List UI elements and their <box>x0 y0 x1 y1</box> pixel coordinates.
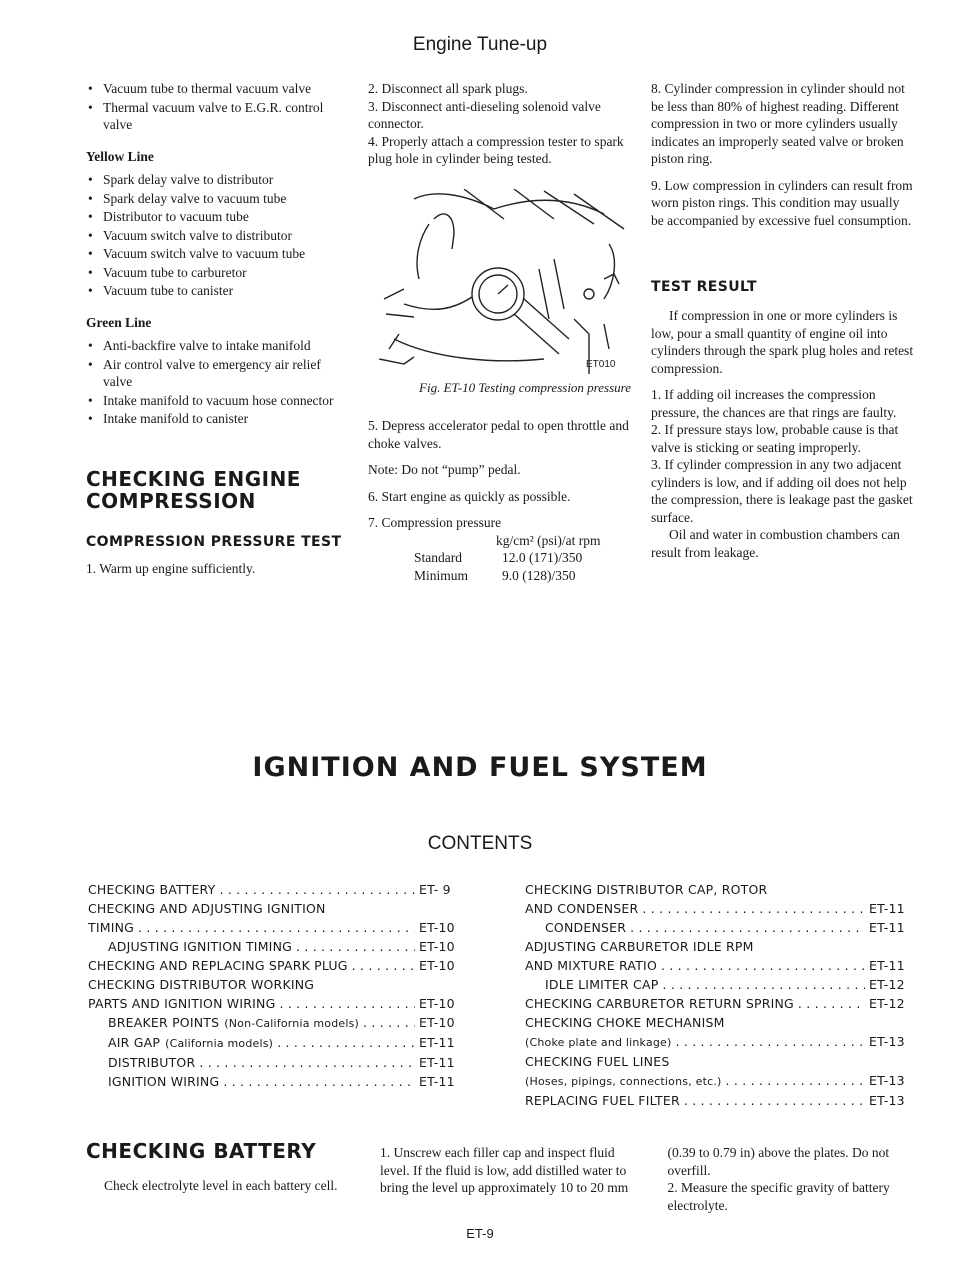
toc-page-number: ET-11 <box>419 1035 455 1050</box>
figure-code: ET010 <box>586 358 616 370</box>
page-number: ET-9 <box>466 1226 494 1241</box>
compression-pressure-test-heading: COMPRESSION PRESSURE TEST <box>86 533 342 550</box>
toc-entry-label <box>88 880 215 899</box>
note: Note: Do not “pump” pedal. <box>368 462 521 477</box>
toc-page-number: ET-10 <box>419 958 455 973</box>
page-header: Engine Tune-up <box>412 34 548 55</box>
toc-leader-dots <box>726 1071 865 1090</box>
yellow-line-heading: Yellow Line <box>86 148 154 164</box>
toc-entry-text: CHECKING DISTRIBUTOR CAP, ROTOR <box>525 882 768 897</box>
figure-caption: Fig. ET-10 Testing compression pressure <box>419 380 631 395</box>
toc-entry-note: (California models) <box>165 1037 274 1050</box>
toc-leader-dots <box>199 1053 415 1072</box>
toc-entry-label <box>108 1072 219 1091</box>
test-result-heading: TEST RESULT <box>651 279 757 295</box>
toc-leader-dots <box>277 1033 415 1052</box>
toc-entry[interactable] <box>525 975 923 994</box>
yellow-line-item: • Spark delay valve to distributor <box>86 171 348 189</box>
toc-page-number: ET- 9 <box>419 882 451 897</box>
vacuum-tube-item: • Thermal vacuum valve to E.G.R. control valve <box>86 99 348 134</box>
step-5: 5. Depress accelerator pedal to open throttle and choke valves. <box>368 418 629 451</box>
toc-entry[interactable] <box>88 880 473 899</box>
toc-leader-dots <box>352 956 415 975</box>
toc-entry-text: PARTS AND IGNITION WIRING <box>88 996 276 1011</box>
toc-entry-label <box>525 1013 725 1032</box>
spec-name: Minimum <box>414 567 469 583</box>
green-line-heading: Green Line <box>86 314 152 330</box>
step-1: 1. Warm up engine sufficiently. <box>86 560 256 576</box>
toc-entry-text: IGNITION WIRING <box>108 1074 220 1089</box>
toc-entry-text: AND MIXTURE RATIO <box>525 958 657 973</box>
toc-entry-text: CHECKING CARBURETOR RETURN SPRING <box>525 996 794 1011</box>
green-line-item: • Intake manifold to canister <box>86 410 348 428</box>
toc-page-number: ET-12 <box>869 977 905 992</box>
toc-leader-dots <box>363 1013 415 1032</box>
toc-leader-dots <box>661 956 865 975</box>
toc-entry-label <box>88 899 326 918</box>
toc-entry-label <box>108 1053 195 1072</box>
toc-entry-label <box>88 975 314 994</box>
step-3: 3. Disconnect anti-dieseling solenoid valve connector. <box>368 98 601 131</box>
toc-entry[interactable] <box>88 975 473 994</box>
toc-leader-dots <box>138 918 415 937</box>
toc-entry[interactable] <box>525 1071 923 1091</box>
toc-entry-note: (Choke plate and linkage) <box>525 1036 672 1049</box>
toc-entry-text: CHECKING CHOKE MECHANISM <box>525 1015 725 1030</box>
checking-battery-heading: CHECKING BATTERY <box>86 1139 317 1163</box>
toc-entry-text: AND CONDENSER <box>525 901 639 916</box>
toc-entry-label <box>108 1033 273 1053</box>
toc-entry[interactable] <box>88 956 473 975</box>
toc-entry-text: ADJUSTING IGNITION TIMING <box>108 939 293 954</box>
toc-entry[interactable] <box>88 937 473 956</box>
toc-entry[interactable] <box>525 956 923 975</box>
toc-entry-text: IDLE LIMITER CAP <box>545 977 659 992</box>
toc-entry-label <box>525 956 657 975</box>
toc-leader-dots <box>630 918 865 937</box>
toc-entry-label <box>525 937 754 956</box>
step-4: 4. Properly attach a compression tester to spark plug hole in cylinder being tested. <box>368 133 624 166</box>
toc-entry-text: CHECKING BATTERY <box>88 882 216 897</box>
spec-unit: kg/cm² (psi)/at rpm <box>496 532 601 548</box>
toc-entry-label <box>525 1071 722 1091</box>
toc-page-number: ET-10 <box>419 920 455 935</box>
toc-leader-dots <box>642 899 865 918</box>
toc-entry[interactable] <box>525 918 923 937</box>
yellow-line-item: • Vacuum tube to carburetor <box>86 264 348 282</box>
toc-entry[interactable] <box>525 880 923 899</box>
toc-entry-text: REPLACING FUEL FILTER <box>525 1093 680 1108</box>
checking-engine-compression-heading: CHECKING ENGINE COMPRESSION <box>86 466 301 513</box>
toc-entry-text: AIR GAP <box>108 1035 161 1050</box>
toc-entry-text: DISTRIBUTOR <box>108 1055 196 1070</box>
toc-entry-label <box>108 1013 359 1033</box>
toc-entry[interactable] <box>525 1032 923 1052</box>
spec-value: 12.0 (171)/350 <box>502 550 583 565</box>
toc-entry-label <box>545 975 658 994</box>
spec-table <box>368 549 631 584</box>
green-line-item: • Air control valve to emergency air relief valve <box>86 356 348 391</box>
result-2: 2. If pressure stays low, probable cause is that valve is sticking or seating improperly. <box>651 422 899 455</box>
battery-step-1: 1. Unscrew each filler cap and inspect fluid level. If the fluid is low, add distilled water to bring the level up approximately 10 to 20 mm (0.39 to 0.79 in) above the plates. Do not overfill. <box>380 1145 890 1195</box>
toc-entry-text: CHECKING DISTRIBUTOR WORKING <box>88 977 315 992</box>
battery-column-1 <box>86 1139 348 1203</box>
toc-entry-note: (Hoses, pipings, connections, etc.) <box>525 1075 722 1088</box>
toc-page-number: ET-13 <box>869 1034 905 1049</box>
toc-entry[interactable] <box>525 994 923 1013</box>
section-title: IGNITION AND FUEL SYSTEM <box>252 752 708 783</box>
toc-entry-label <box>108 937 292 956</box>
yellow-line-item: • Vacuum switch valve to distributor <box>86 227 348 245</box>
battery-intro: Check electrolyte level in each battery cell. <box>104 1177 338 1193</box>
contents-title: CONTENTS <box>427 833 533 854</box>
toc-entry-text: CHECKING FUEL LINES <box>525 1054 670 1069</box>
spec-row <box>368 549 631 567</box>
toc-entry-label <box>525 994 794 1013</box>
toc-leader-dots <box>798 994 865 1013</box>
toc-entry[interactable] <box>525 937 923 956</box>
step-8: 8. Cylinder compression in cylinder should not be less than 80% of highest reading. Different compression in two or more cylinders usually indicates an improperly seated valve or broken piston ring. <box>651 81 905 166</box>
toc-page-number: ET-12 <box>869 996 905 1011</box>
toc-leader-dots <box>676 1032 865 1051</box>
toc-entry-label <box>88 956 348 975</box>
yellow-line-item: • Distributor to vacuum tube <box>86 208 348 226</box>
vacuum-tube-list <box>86 80 348 134</box>
test-result-intro: If compression in one or more cylinders is low, pour a small quantity of engine oil into cylinders through the spark plug holes and retest compression. <box>651 308 914 376</box>
step-6: 6. Start engine as quickly as possible. <box>368 488 571 504</box>
green-line-list <box>86 337 348 428</box>
toc-page-number: ET-11 <box>869 958 905 973</box>
toc-entry[interactable] <box>88 899 473 918</box>
result-1: 1. If adding oil increases the compression pressure, the chances are that rings are faulty. <box>651 387 897 420</box>
toc-entry-text: ADJUSTING CARBURETOR IDLE RPM <box>525 939 754 954</box>
step-7: 7. Compression pressure <box>368 515 502 530</box>
toc-entry-label <box>88 918 134 937</box>
result-4: Oil and water in combustion chambers can result from leakage. <box>651 527 900 560</box>
vacuum-tube-item: • Vacuum tube to thermal vacuum valve <box>86 80 348 98</box>
toc-leader-dots <box>662 975 865 994</box>
toc-entry[interactable] <box>88 1072 473 1091</box>
toc-entry[interactable] <box>88 918 473 937</box>
spec-row <box>368 567 631 585</box>
toc-right <box>525 880 923 1110</box>
toc-page-number: ET-10 <box>419 996 455 1011</box>
toc-leader-dots <box>279 994 415 1013</box>
spec-value: 9.0 (128)/350 <box>502 567 576 583</box>
toc-page-number: ET-10 <box>419 1015 455 1030</box>
toc-entry-label <box>545 918 626 937</box>
column-1 <box>86 80 348 586</box>
toc-left <box>88 880 473 1091</box>
column-3 <box>651 80 915 570</box>
toc-page-number: ET-13 <box>869 1073 905 1088</box>
toc-leader-dots <box>223 1072 415 1091</box>
toc-entry-text: CHECKING AND REPLACING SPARK PLUG <box>88 958 348 973</box>
green-line-item: • Intake manifold to vacuum hose connector <box>86 392 348 410</box>
toc-entry-label <box>525 1052 669 1071</box>
toc-page-number: ET-11 <box>419 1074 455 1089</box>
result-3: 3. If cylinder compression in any two adjacent cylinders is low, and if adding oil does not help the compression, there is leakage past the gasket surface. <box>651 457 913 525</box>
toc-entry[interactable] <box>88 1033 473 1053</box>
toc-leader-dots <box>684 1091 865 1110</box>
toc-leader-dots <box>219 880 415 899</box>
toc-entry[interactable] <box>525 1091 923 1110</box>
battery-column-2 <box>380 1144 916 1222</box>
yellow-line-list <box>86 171 348 300</box>
toc-entry[interactable] <box>88 1013 473 1033</box>
step-2: 2. Disconnect all spark plugs. <box>368 81 528 96</box>
toc-entry-text: CONDENSER <box>545 920 627 935</box>
toc-entry-label <box>525 1032 672 1052</box>
yellow-line-item: • Vacuum tube to canister <box>86 282 348 300</box>
green-line-item: • Anti-backfire valve to intake manifold <box>86 337 348 355</box>
toc-entry-label <box>525 1091 680 1110</box>
toc-entry-label <box>525 899 638 918</box>
toc-page-number: ET-10 <box>419 939 455 954</box>
toc-leader-dots <box>296 937 415 956</box>
toc-entry[interactable] <box>88 1053 473 1072</box>
toc-entry-text: TIMING <box>88 920 135 935</box>
column-2 <box>368 80 631 584</box>
battery-step-2: 2. Measure the specific gravity of battery electrolyte. <box>667 1180 890 1213</box>
step-9: 9. Low compression in cylinders can result from worn piston rings. This condition may usually be accompanied by excessive fuel consumption. <box>651 177 913 228</box>
toc-page-number: ET-11 <box>869 920 905 935</box>
toc-entry[interactable] <box>525 1013 923 1032</box>
compression-tester-figure <box>374 189 629 374</box>
toc-entry[interactable] <box>525 1052 923 1071</box>
toc-entry[interactable] <box>525 899 923 918</box>
toc-entry-text: BREAKER POINTS <box>108 1015 220 1030</box>
toc-entry[interactable] <box>88 994 473 1013</box>
toc-entry-text: CHECKING AND ADJUSTING IGNITION <box>88 901 326 916</box>
toc-entry-label <box>525 880 767 899</box>
spec-name: Standard <box>414 550 462 565</box>
toc-entry-label <box>88 994 275 1013</box>
toc-entry-note: (Non-California models) <box>224 1017 360 1030</box>
toc-page-number: ET-13 <box>869 1093 905 1108</box>
yellow-line-item: • Spark delay valve to vacuum tube <box>86 190 348 208</box>
toc-page-number: ET-11 <box>869 901 905 916</box>
yellow-line-item: • Vacuum switch valve to vacuum tube <box>86 245 348 263</box>
toc-page-number: ET-11 <box>419 1055 455 1070</box>
